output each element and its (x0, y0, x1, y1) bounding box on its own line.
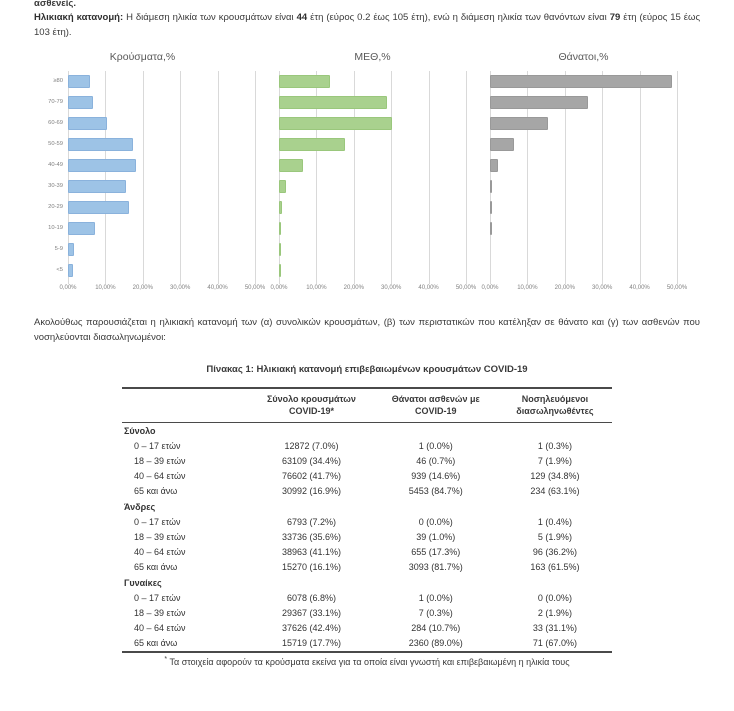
icu-chart-x-axis (270, 285, 477, 297)
y-axis-category-label: 10-19 (48, 225, 63, 231)
icu-chart (270, 49, 477, 297)
column-header-empty (122, 388, 249, 423)
intubated-cell: 71 (67.0%) (532, 638, 577, 648)
age-cell: 65 και άνω (134, 562, 178, 572)
deaths-chart-plot (490, 71, 677, 281)
bar (490, 222, 492, 235)
y-axis-category-label: <5 (56, 267, 63, 273)
bar (279, 117, 392, 130)
intubated-cell: 5 (1.9%) (537, 532, 572, 542)
y-axis-category-label: 50-59 (48, 141, 63, 147)
bar (279, 159, 303, 172)
clipped-text: ασθενείς. (34, 0, 76, 9)
intubated-cell: 33 (31.1%) (532, 623, 577, 633)
cases-cell: 6793 (7.2%) (286, 517, 336, 527)
deaths-chart-x-axis (481, 285, 688, 297)
age-cell: 40 – 64 ετών (134, 471, 186, 481)
gridline (466, 71, 467, 284)
table-row (122, 484, 612, 499)
following-paragraph: Ακολούθως παρουσιάζεται η ηλικιακή κατανομή των (α) συνολικών κρουσμάτων, (β) των περιστατικών που κατέληξαν σε θάνατο και (γ) των ασθενών που νοσηλεύονται διασωληνωμένοι: (34, 317, 700, 343)
cases-cell: 63109 (34.4%) (281, 456, 341, 466)
y-axis-category-label: 60-69 (48, 120, 63, 126)
deaths-chart-title: Θάνατοι,% (558, 51, 609, 63)
intubated-cell: 1 (0.3%) (537, 441, 572, 451)
y-axis-category-label: ≥80 (53, 78, 63, 84)
bar (279, 264, 281, 277)
bar-row-70-79 (279, 92, 466, 113)
table-header (122, 388, 612, 423)
cases-cell: 6078 (6.8%) (286, 593, 336, 603)
table-row (122, 469, 612, 484)
table-row (122, 454, 612, 469)
intubated-cell: 234 (63.1%) (530, 486, 580, 496)
icu-chart-title: ΜΕΘ,% (354, 51, 391, 63)
bar (68, 75, 90, 88)
x-axis-tick-label: 40,00% (207, 285, 228, 291)
bar (490, 117, 548, 130)
intubated-cell: 129 (34.8%) (530, 471, 580, 481)
bar-row-60-69 (490, 113, 677, 134)
bar (68, 159, 136, 172)
bar-row-70-79 (68, 92, 255, 113)
table-row (122, 439, 612, 454)
table-row (122, 621, 612, 636)
deaths-cell: 5453 (84.7%) (408, 486, 463, 496)
bar-row-30-39 (279, 176, 466, 197)
bar (279, 180, 286, 193)
bar (490, 138, 514, 151)
cases-chart-title: Κρούσματα,% (109, 51, 176, 63)
x-axis-tick-label: 20,00% (132, 285, 153, 291)
table-row (122, 545, 612, 560)
bar-row-40-49 (490, 155, 677, 176)
median-age-deaths: 79 (609, 12, 621, 23)
footnote-text: Τα στοιχεία αφορούν τα κρούσματα εκείνα για τα οποία είναι γνωστή και επιβεβαιωμένη η ηλικία τους (167, 657, 570, 667)
intubated-cell: 96 (36.2%) (532, 547, 577, 557)
bar-row-<5 (490, 260, 677, 281)
icu-chart-plot (279, 71, 466, 281)
bar-row-50-59 (490, 134, 677, 155)
y-axis-category-label: 20-29 (48, 204, 63, 210)
x-axis-tick-label: 20,00% (554, 285, 575, 291)
x-axis-tick-label: 10,00% (95, 285, 116, 291)
bar-row-20-29 (490, 197, 677, 218)
bar (68, 264, 73, 277)
x-axis-tick-label: 50,00% (244, 285, 266, 291)
bar-row-30-39 (68, 176, 255, 197)
x-axis-tick-label: 50,00% (455, 285, 477, 291)
bar (68, 243, 74, 256)
bar (68, 180, 126, 193)
bar-row-10-19 (490, 218, 677, 239)
age-cell: 0 – 17 ετών (134, 593, 181, 603)
table-footnote (117, 656, 617, 667)
bar-row-≥80 (490, 71, 677, 92)
y-axis-category-label: 40-49 (48, 162, 63, 168)
x-axis-tick-label: 30,00% (592, 285, 613, 291)
bar-row-5-9 (279, 239, 466, 260)
bar-row-40-49 (279, 155, 466, 176)
x-axis-tick-label: 0,00% (59, 285, 77, 291)
intubated-cell: 1 (0.4%) (537, 517, 572, 527)
age-cell: 18 – 39 ετών (134, 608, 186, 618)
x-axis-tick-label: 10,00% (517, 285, 538, 291)
age-cell: 0 – 17 ετών (134, 517, 181, 527)
deaths-cell: 46 (0.7%) (416, 456, 456, 466)
x-axis-tick-label: 30,00% (381, 285, 402, 291)
gridline (255, 71, 256, 284)
age-cell: 0 – 17 ετών (134, 441, 181, 451)
table-body (122, 423, 612, 653)
deaths-cell: 939 (14.6%) (411, 471, 461, 481)
deaths-cell: 7 (0.3%) (418, 608, 453, 618)
bar (279, 75, 330, 88)
deaths-cell: 655 (17.3%) (411, 547, 461, 557)
deaths-chart (481, 49, 688, 297)
bar-row-5-9 (68, 239, 255, 260)
cases-cell: 15270 (16.1%) (281, 562, 341, 572)
bar-row-50-59 (279, 134, 466, 155)
bar (68, 201, 129, 214)
deaths-cell: 0 (0.0%) (418, 517, 453, 527)
cases-cell: 30992 (16.9%) (281, 486, 341, 496)
age-charts-row (0, 49, 734, 297)
table-row (122, 636, 612, 652)
column-header-intubated: Νοσηλευόμενοι διασωληνωθέντες (498, 388, 612, 423)
bar (279, 96, 387, 109)
age-distribution-paragraph: Ηλικιακή κατανομή: Η διάμεση ηλικία των κρουσμάτων είναι 44 έτη (εύρος 0.2 έως 105 έτη), ενώ η διάμεση ηλικία των θανόντων είναι 79 έτη (εύρος 15 έως 103 έτη). (34, 12, 701, 38)
deaths-cell: 39 (1.0%) (416, 532, 456, 542)
table-row (122, 606, 612, 621)
bar (490, 75, 672, 88)
paragraph-lead-label: Ηλικιακή κατανομή: (34, 12, 124, 23)
bar (68, 138, 133, 151)
cases-chart-x-axis (59, 285, 266, 297)
section-label: Γυναίκες (124, 577, 162, 588)
median-age-cases: 44 (296, 12, 308, 23)
bar (490, 180, 492, 193)
x-axis-tick-label: 40,00% (418, 285, 439, 291)
bar-row-60-69 (68, 113, 255, 134)
bar (279, 138, 345, 151)
age-cell: 18 – 39 ετών (134, 532, 186, 542)
section-row-Άνδρες (122, 499, 612, 515)
y-axis-category-label: 5-9 (54, 246, 63, 252)
x-axis-tick-label: 30,00% (170, 285, 191, 291)
bar (68, 117, 107, 130)
bar-row-20-29 (279, 197, 466, 218)
section-row-Σύνολο (122, 423, 612, 440)
bar-row-60-69 (279, 113, 466, 134)
cases-cell: 15719 (17.7%) (281, 638, 341, 648)
y-axis-category-label: 30-39 (48, 183, 63, 189)
x-axis-tick-label: 20,00% (343, 285, 364, 291)
bar-row-50-59 (68, 134, 255, 155)
bar (68, 222, 95, 235)
y-axis-category-labels (30, 71, 68, 297)
gridline (677, 71, 678, 284)
bar (279, 201, 282, 214)
x-axis-tick-label: 0,00% (270, 285, 288, 291)
y-axis-category-label: 70-79 (48, 99, 63, 105)
table-row (122, 560, 612, 575)
deaths-cell: 1 (0.0%) (418, 593, 453, 603)
bar (279, 222, 281, 235)
bar-row-5-9 (490, 239, 677, 260)
intubated-cell: 2 (1.9%) (537, 608, 572, 618)
bar (490, 96, 588, 109)
table-row (122, 530, 612, 545)
x-axis-tick-label: 10,00% (306, 285, 327, 291)
bar-row-10-19 (279, 218, 466, 239)
bar-row-40-49 (68, 155, 255, 176)
x-axis-tick-label: 50,00% (666, 285, 688, 291)
footnote-marker: * (164, 656, 168, 663)
table-title: Πίνακας 1: Ηλικιακή κατανομή επιβεβαιωμένων κρουσμάτων COVID-19 (206, 364, 528, 375)
bar (490, 159, 498, 172)
intubated-cell: 7 (1.9%) (537, 456, 572, 466)
intubated-cell: 163 (61.5%) (530, 562, 580, 572)
age-cell: 65 και άνω (134, 486, 178, 496)
table-row (122, 515, 612, 530)
bar-row-<5 (68, 260, 255, 281)
age-cell: 40 – 64 ετών (134, 547, 186, 557)
bar-row-≥80 (279, 71, 466, 92)
section-label: Σύνολο (124, 425, 156, 436)
section-row-Γυναίκες (122, 575, 612, 591)
cases-cell: 37626 (42.4%) (281, 623, 341, 633)
bar (279, 243, 281, 256)
x-axis-tick-label: 40,00% (629, 285, 650, 291)
intubated-cell: 0 (0.0%) (537, 593, 572, 603)
clipped-previous-paragraph (34, 0, 734, 9)
cases-chart (30, 49, 266, 297)
bar (68, 96, 93, 109)
bar-row-30-39 (490, 176, 677, 197)
age-cell: 40 – 64 ετών (134, 623, 186, 633)
age-cell: 65 και άνω (134, 638, 178, 648)
deaths-cell: 2360 (89.0%) (408, 638, 463, 648)
summary-table (122, 387, 612, 653)
cases-cell: 76602 (41.7%) (281, 471, 341, 481)
cases-cell: 29367 (33.1%) (281, 608, 341, 618)
age-cell: 18 – 39 ετών (134, 456, 186, 466)
bar-row-10-19 (68, 218, 255, 239)
bar-row-<5 (279, 260, 466, 281)
deaths-cell: 1 (0.0%) (418, 441, 453, 451)
cases-cell: 38963 (41.1%) (281, 547, 341, 557)
deaths-cell: 284 (10.7%) (411, 623, 461, 633)
bar-row-70-79 (490, 92, 677, 113)
cases-chart-plot (68, 71, 255, 281)
column-header-cases: Σύνολο κρουσμάτων COVID-19* (249, 388, 373, 423)
cases-cell: 12872 (7.0%) (284, 441, 339, 451)
bar-row-≥80 (68, 71, 255, 92)
bar (490, 201, 492, 214)
bar-row-20-29 (68, 197, 255, 218)
table-row (122, 591, 612, 606)
section-label: Άνδρες (124, 501, 156, 512)
deaths-cell: 3093 (81.7%) (408, 562, 463, 572)
cases-cell: 33736 (35.6%) (281, 532, 341, 542)
x-axis-tick-label: 0,00% (481, 285, 499, 291)
column-header-deaths: Θάνατοι ασθενών με COVID-19 (374, 388, 498, 423)
